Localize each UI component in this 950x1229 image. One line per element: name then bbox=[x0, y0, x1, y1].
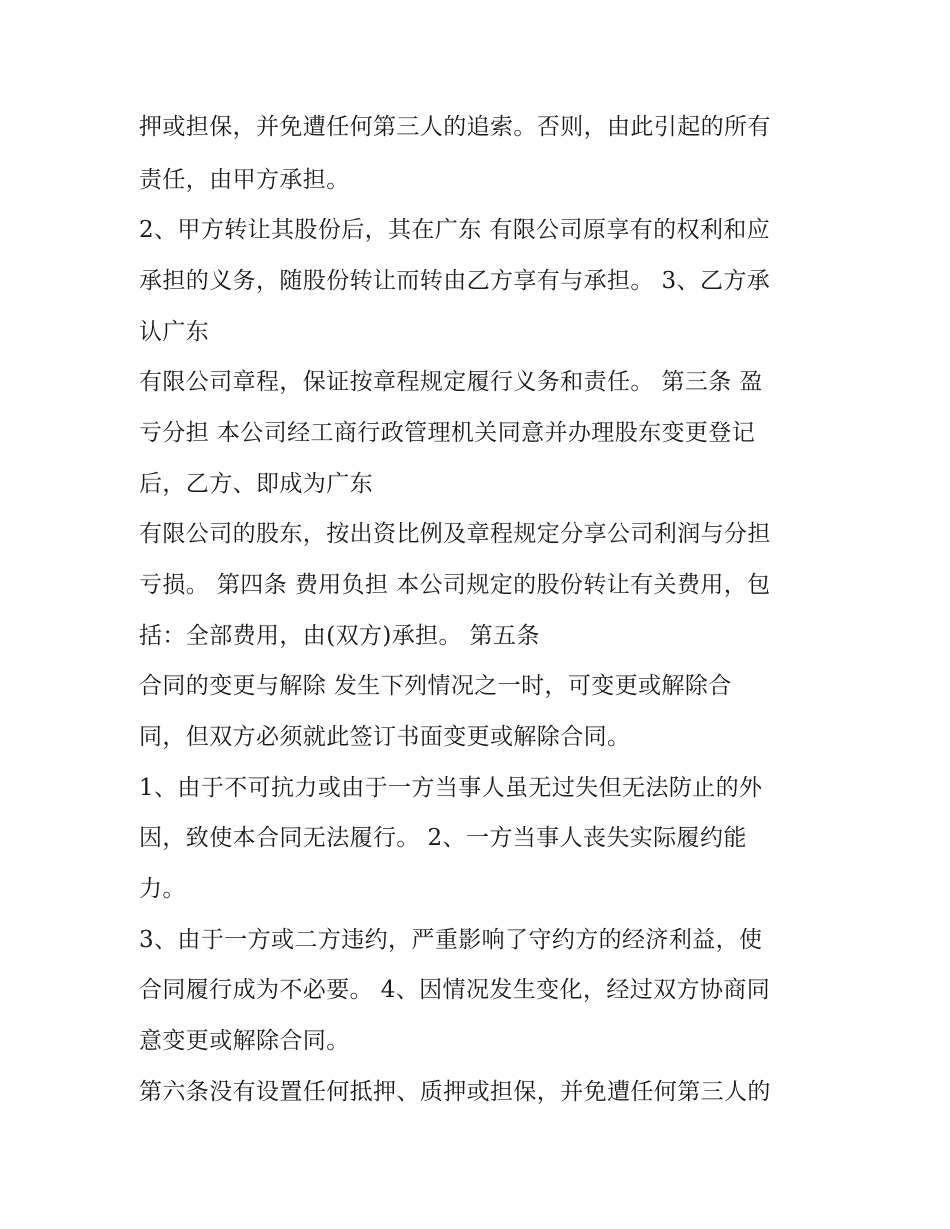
text-line: 因，致使本合同无法履行。 2、一方当事人丧失实际履约能 bbox=[139, 825, 747, 851]
text-line: 押或担保，并免遭任何第三人的追索。否则，由此引起的所有 bbox=[139, 114, 771, 140]
text-line: 合同的变更与解除 发生下列情况之一时，可变更或解除合 bbox=[139, 673, 732, 699]
text-line: 责任，由甲方承担。 bbox=[139, 167, 350, 193]
text-line: 有限公司章程，保证按章程规定履行义务和责任。 第三条 盈 bbox=[139, 369, 763, 395]
text-line: 同，但双方必须就此签订书面变更或解除合同。 bbox=[139, 724, 631, 750]
text-line: 意变更或解除合同。 bbox=[139, 1028, 350, 1054]
text-line: 认广东 bbox=[139, 319, 210, 345]
text-line: 后，乙方、即成为广东 bbox=[139, 471, 373, 497]
text-line: 2、甲方转让其股份后，其在广东 有限公司原享有的权利和应 bbox=[139, 217, 771, 243]
text-line: 1、由于不可抗力或由于一方当事人虽无过失但无法防止的外 bbox=[139, 775, 763, 801]
text-line: 第六条没有设置任何抵押、质押或担保，并免遭任何第三人的 bbox=[139, 1079, 771, 1105]
text-line: 亏分担 本公司经工商行政管理机关同意并办理股东变更登记 bbox=[139, 420, 756, 446]
text-line: 力。 bbox=[139, 876, 186, 902]
text-line: 承担的义务，随股份转让而转由乙方享有与承担。 3、乙方承 bbox=[139, 268, 771, 294]
text-line: 合同履行成为不必要。 4、因情况发生变化，经过双方协商同 bbox=[139, 977, 771, 1003]
text-line: 3、由于一方或二方违约，严重影响了守约方的经济利益，使 bbox=[139, 927, 763, 953]
text-line: 亏损。 第四条 费用负担 本公司规定的股份转让有关费用，包 bbox=[139, 572, 771, 598]
text-line: 有限公司的股东，按出资比例及章程规定分享公司利润与分担 bbox=[139, 521, 771, 547]
text-line: 括：全部费用，由(双方)承担。 第五条 bbox=[139, 623, 540, 649]
